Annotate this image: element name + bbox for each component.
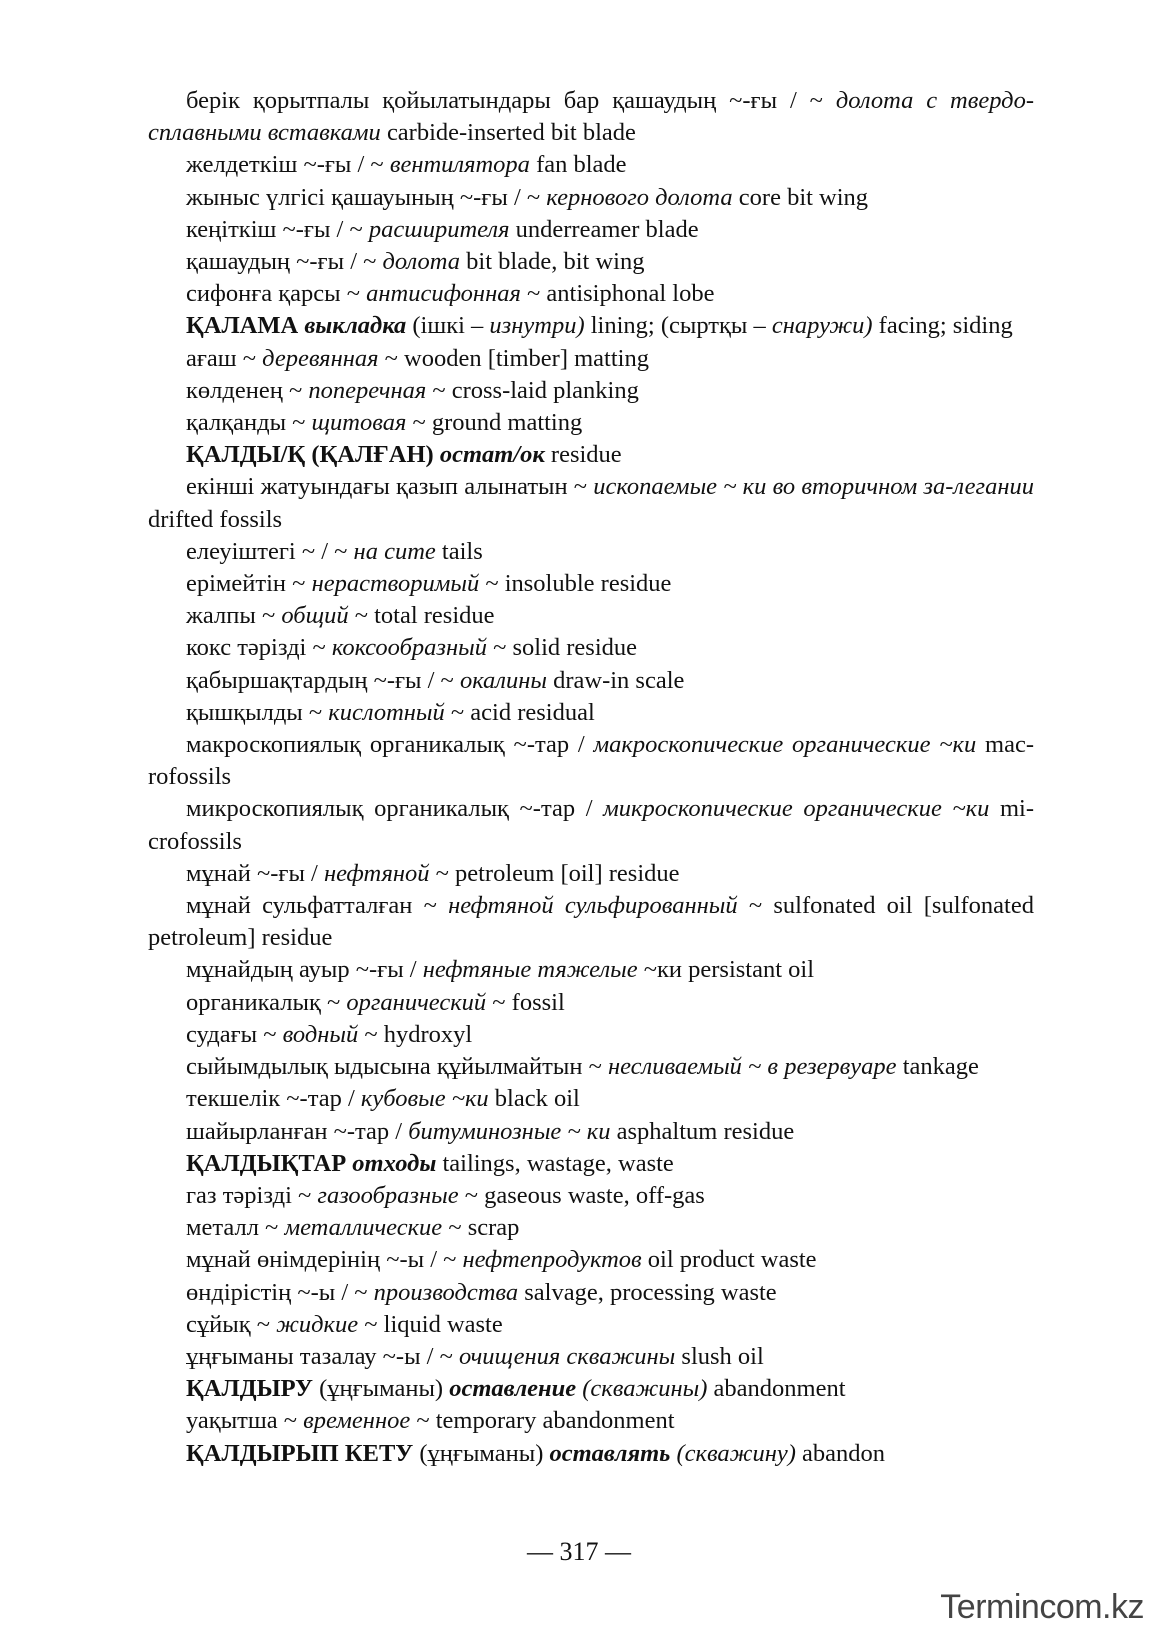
entry-text: сыйымдылық ыдысына құйылмайтын ~ (186, 1053, 608, 1081)
dictionary-entry (148, 1341, 1034, 1373)
dictionary-entry (148, 1373, 1034, 1405)
russian-term: снаружи) (771, 312, 873, 340)
entry-text: (ұңғыманы) (312, 1375, 450, 1403)
entry-text: ~ liquid waste (358, 1310, 503, 1338)
entry-text: ~ gaseous waste, off-gas (458, 1181, 705, 1209)
headword: ҚАЛДЫҚТАР (186, 1149, 347, 1177)
dictionary-entry (148, 85, 1034, 149)
russian-headword: оставление (449, 1375, 577, 1403)
dictionary-entry (148, 1180, 1034, 1212)
entry-text: (ұңғыманы) (413, 1439, 550, 1467)
entry-text: drifted fossils (148, 505, 283, 533)
entry-text: slush oil (675, 1342, 764, 1370)
entry-text: жыныс үлгісі қашауының ~-ғы / ~ (186, 183, 547, 211)
entry-text: мұнай ~-ғы / (186, 859, 324, 887)
entry-text: микроскопиялық органикалық ~-тар / (186, 795, 604, 823)
entry-text: текшелік ~-тар / (186, 1085, 361, 1113)
dictionary-entry (148, 1148, 1034, 1180)
entry-text: ~ temporary abandonment (410, 1407, 675, 1435)
russian-term: производства (373, 1278, 519, 1306)
russian-term: щитовая (311, 409, 407, 437)
entry-text: кеңіткіш ~-ғы / ~ (186, 215, 369, 243)
dictionary-entry (148, 1277, 1034, 1309)
entry-text: көлденең ~ (186, 376, 309, 404)
russian-term: вентилятора (389, 151, 530, 179)
dictionary-entry (148, 954, 1034, 986)
russian-term: (скважину) (676, 1439, 796, 1467)
dictionary-entry (148, 600, 1034, 632)
dictionary-entry (148, 375, 1034, 407)
entry-text: facing; siding (872, 312, 1013, 340)
entry-text: мұнай сульфатталған ~ (186, 892, 449, 920)
entry-text: макроскопиялық органикалық ~-тар / (186, 731, 594, 759)
entry-text: ~ fossil (486, 988, 565, 1016)
russian-term: нерастворимый (311, 570, 480, 598)
entry-text: bit blade, bit wing (460, 248, 645, 276)
russian-term: долота с твердо-сплавными вставками (148, 87, 1034, 147)
entry-text: мұнайдың ауыр ~-ғы / (186, 956, 423, 984)
entry-text: қашаудың ~-ғы / ~ (186, 248, 383, 276)
dictionary-entry (148, 1083, 1034, 1115)
russian-term: расширителя (368, 215, 510, 243)
russian-term: битуминозные ~ ки (408, 1117, 611, 1145)
russian-term: долота (382, 248, 461, 276)
russian-term: металлические (284, 1214, 443, 1242)
russian-term: несливаемый ~ в резервуаре (607, 1053, 897, 1081)
entry-text: қышқылды ~ (186, 698, 329, 726)
dictionary-entry (148, 632, 1034, 664)
entry-text: ерімейтін ~ (186, 570, 312, 598)
russian-term: на сите (353, 537, 436, 565)
entry-text: судағы ~ (186, 1020, 283, 1048)
entry-text: ~ antisiphonal lobe (520, 280, 715, 308)
dictionary-entry (148, 1438, 1034, 1470)
entry-text: шайырланған ~-тар / (186, 1117, 409, 1145)
entry-text: сифонға қарсы ~ (186, 280, 367, 308)
entry-text: abandon (795, 1439, 886, 1467)
dictionary-entry (148, 182, 1034, 214)
entry-text: ~ sulfonated oil [sulfonated petroleum] residue (148, 892, 1034, 952)
entry-text: salvage, processing waste (518, 1278, 777, 1306)
headword: ҚАЛДЫРУ (186, 1375, 313, 1403)
entry-text: мұнай өнімдерінің ~-ы / ~ (186, 1246, 463, 1274)
russian-term: микроскопические органические ~ки (603, 795, 990, 823)
russian-term: изнутри) (489, 312, 585, 340)
russian-term: водный (282, 1020, 359, 1048)
dictionary-entry (148, 697, 1034, 729)
russian-term: нефтяные тяжелые (422, 956, 638, 984)
entry-text: tankage (896, 1053, 979, 1081)
dictionary-entry (148, 149, 1034, 181)
dictionary-entry (148, 729, 1034, 793)
dictionary-page (148, 85, 1034, 1470)
dictionary-entry (148, 1309, 1034, 1341)
dictionary-entry (148, 343, 1034, 375)
dictionary-entry (148, 1019, 1034, 1051)
russian-term: ископаемые ~ ки во вторичном за-легании (593, 473, 1035, 501)
entry-text: ~ки persistant oil (637, 956, 815, 984)
entry-text: oil product waste (641, 1246, 817, 1274)
entry-text: желдеткіш ~-ғы / ~ (186, 151, 390, 179)
entry-text: underreamer blade (509, 215, 699, 243)
russian-term: поперечная (308, 376, 427, 404)
headword: ҚАЛАМА (186, 312, 299, 340)
entry-text: mi-crofossils (148, 795, 1035, 855)
russian-term: нефтяной сульфированный (448, 892, 738, 920)
russian-term: антисифонная (366, 280, 521, 308)
entry-text: residue (544, 441, 622, 469)
russian-term: нефтяной (323, 859, 430, 887)
entry-text: металл ~ (186, 1214, 285, 1242)
entry-text: ~ cross-laid planking (426, 376, 639, 404)
russian-term: временное (303, 1407, 411, 1435)
dictionary-entry (148, 536, 1034, 568)
entry-text: газ тәрізді ~ (186, 1181, 318, 1209)
entry-text: ~ petroleum [oil] residue (429, 859, 680, 887)
entry-text: ~ insoluble residue (479, 570, 672, 598)
headword: ҚАЛДЫ/Қ (ҚАЛҒАН) (186, 441, 434, 469)
entry-text: abandonment (707, 1375, 846, 1403)
dictionary-entry (148, 1212, 1034, 1244)
entry-text: өндірістің ~-ы / ~ (186, 1278, 374, 1306)
dictionary-entry (148, 665, 1034, 697)
entry-text: қалқанды ~ (186, 409, 312, 437)
russian-term: деревянная (262, 344, 379, 372)
dictionary-entry (148, 471, 1034, 535)
russian-term: окалины (459, 666, 547, 694)
dictionary-entry (148, 246, 1034, 278)
entry-text: жалпы ~ (186, 602, 282, 630)
russian-term: кубовые ~ки (360, 1085, 489, 1113)
dictionary-entry (148, 439, 1034, 471)
entry-text: ~ hydroxyl (358, 1020, 473, 1048)
dictionary-entry (148, 1244, 1034, 1276)
entry-text: mac-rofossils (148, 731, 1034, 791)
entry-text: сұйық ~ (186, 1310, 277, 1338)
entry-text: берік қорытпалы қойылатындары бар қашаудың ~-ғы / ~ (186, 87, 836, 114)
entry-text: кокс тәрізді ~ (186, 634, 332, 662)
russian-term: общий (281, 602, 349, 630)
russian-term: жидкие (276, 1310, 359, 1338)
dictionary-entry (148, 858, 1034, 890)
entry-text: екінші жатуындағы қазып алынатын ~ (186, 473, 594, 501)
dictionary-entry (148, 1405, 1034, 1437)
entry-text: ағаш ~ (186, 344, 263, 372)
entry-text: lining; (сыртқы – (584, 312, 772, 340)
entry-text: ~ total residue (348, 602, 495, 630)
russian-term: макроскопические органические ~ки (593, 731, 977, 759)
entry-text: core bit wing (732, 183, 869, 211)
entry-text: ~ wooden [timber] matting (378, 344, 649, 372)
russian-headword: выкладка (304, 312, 407, 340)
russian-headword: остат/ок (439, 441, 545, 469)
entry-text: ұңғыманы тазалау ~-ы / ~ (186, 1342, 459, 1370)
site-watermark-logo: Termincom.kz (940, 1588, 1144, 1626)
dictionary-entry (148, 310, 1034, 342)
entry-text: carbide-inserted bit blade (380, 119, 636, 147)
entry-text: black oil (488, 1085, 580, 1113)
dictionary-entry (148, 890, 1034, 954)
headword: ҚАЛДЫРЫП КЕТУ (186, 1439, 414, 1467)
russian-term: кернового долота (546, 183, 733, 211)
entry-text: ~ acid residual (444, 698, 595, 726)
entry-text: asphaltum residue (610, 1117, 795, 1145)
russian-term: очищения скважины (458, 1342, 676, 1370)
entry-text: қабыршақтардың ~-ғы / ~ (186, 666, 460, 694)
dictionary-entry (148, 407, 1034, 439)
russian-term: (скважины) (582, 1375, 708, 1403)
russian-term: кислотный (328, 698, 445, 726)
dictionary-entry (148, 214, 1034, 246)
entry-text: (ішкі – (406, 312, 490, 340)
entry-text: органикалық ~ (186, 988, 347, 1016)
dictionary-entry (148, 278, 1034, 310)
russian-term: коксообразный (331, 634, 487, 662)
entry-text: ~ scrap (442, 1214, 520, 1242)
russian-headword: отходы (352, 1149, 437, 1177)
russian-term: газообразные (317, 1181, 459, 1209)
entry-text: ~ ground matting (406, 409, 583, 437)
russian-headword: оставлять (549, 1439, 671, 1467)
dictionary-entry (148, 793, 1034, 857)
dictionary-entry (148, 1051, 1034, 1083)
dictionary-entry (148, 1116, 1034, 1148)
entry-text: уақытша ~ (186, 1407, 304, 1435)
page-number: — 317 — (527, 1537, 631, 1566)
russian-term: нефтепродуктов (462, 1246, 642, 1274)
dictionary-entry (148, 568, 1034, 600)
dictionary-entry (148, 987, 1034, 1019)
entry-text: ~ solid residue (486, 634, 638, 662)
entry-text: fan blade (529, 151, 627, 179)
entry-text: tailings, wastage, waste (436, 1149, 674, 1177)
russian-term: органический (346, 988, 487, 1016)
entry-text: draw-in scale (546, 666, 685, 694)
entry-text: елеуіштегі ~ / ~ (186, 537, 354, 565)
entry-text: tails (435, 537, 483, 565)
